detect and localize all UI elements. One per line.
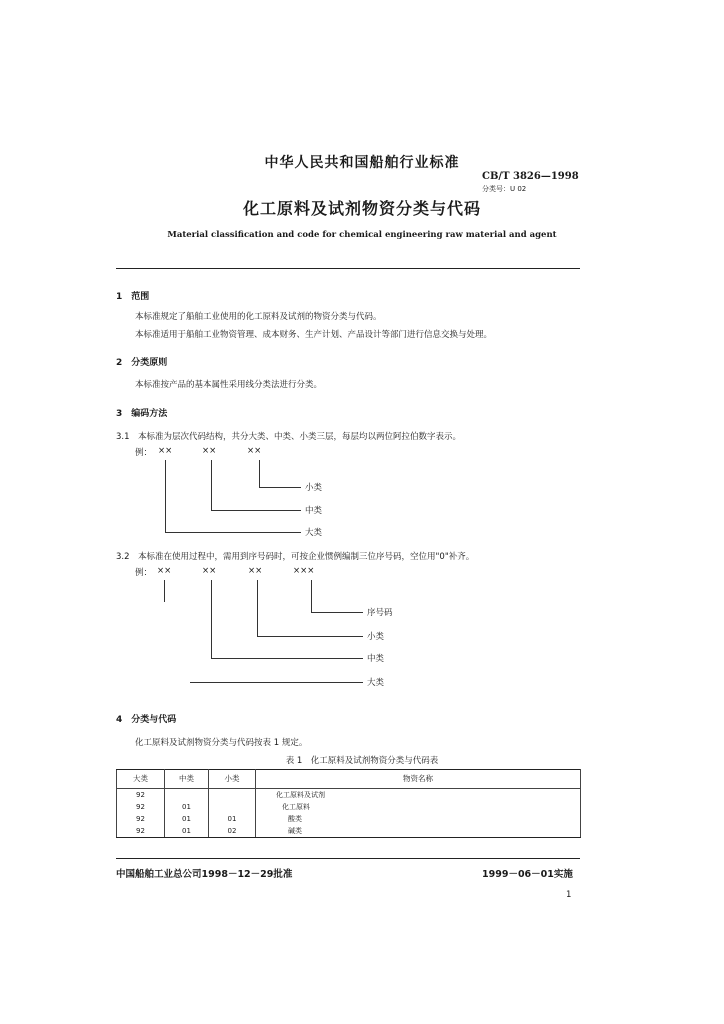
cell-major-class: 92	[117, 825, 165, 838]
header-divider	[116, 268, 580, 269]
cell-minor-class	[209, 801, 256, 813]
footer-divider	[116, 858, 580, 859]
code-minor: ××	[248, 566, 263, 576]
label-medium: 中类	[305, 506, 323, 516]
classification-code: 分类号：U 02	[482, 185, 527, 193]
clause-3-1: 3.1 本标准为层次代码结构，共分大类、中类、小类三层，每层均以两位阿拉伯数字表示。	[116, 432, 462, 442]
code-sequence: ×××	[293, 566, 315, 576]
cell-material-name: 碱类	[256, 825, 581, 838]
header-medium-class: 中类	[165, 770, 209, 789]
connector-sequence-h	[311, 612, 363, 613]
connector-medium-h	[211, 510, 301, 511]
cell-material-name: 化工原料及试剂	[256, 789, 581, 802]
connector-medium-h	[211, 658, 363, 659]
standard-code: CB/T 3826—1998	[482, 171, 579, 182]
document-title: 化工原料及试剂物资分类与代码	[242, 199, 481, 218]
page-number: 1	[566, 890, 572, 900]
label-sequence: 序号码	[367, 608, 393, 618]
table-caption: 表 1 化工原料及试剂物资分类与代码表	[285, 756, 439, 766]
header-minor-class: 小类	[209, 770, 256, 789]
section-4-paragraph: 化工原料及试剂物资分类与代码按表 1 规定。	[135, 738, 308, 748]
label-major: 大类	[305, 528, 323, 538]
label-major: 大类	[367, 678, 385, 688]
table-row	[117, 825, 581, 838]
cell-minor-class: 01	[209, 813, 256, 825]
connector-minor-h	[259, 487, 301, 488]
section-4-heading: 4 分类与代码	[116, 715, 177, 725]
code-medium: ××	[202, 446, 217, 456]
cell-medium-class	[165, 789, 209, 802]
example-prefix: 例：	[135, 568, 153, 578]
cell-major-class: 92	[117, 801, 165, 813]
cell-material-name: 酸类	[256, 813, 581, 825]
connector-minor	[259, 460, 260, 487]
clause-3-2: 3.2 本标准在使用过程中，需用到序号码时，可按企业惯例编制三位序号码，空位用"0"补齐。	[116, 552, 475, 562]
example-prefix: 例：	[135, 448, 153, 458]
cell-material-name: 化工原料	[256, 801, 581, 813]
section-1-paragraph-1: 本标准规定了船舶工业使用的化工原料及试剂的物资分类与代码。	[135, 312, 382, 322]
label-medium: 中类	[367, 654, 385, 664]
cell-medium-class: 01	[165, 801, 209, 813]
issuing-authority: 中华人民共和国船舶行业标准	[264, 155, 460, 171]
table-row	[117, 801, 581, 813]
connector-medium	[211, 580, 212, 658]
code-medium: ××	[202, 566, 217, 576]
cell-major-class: 92	[117, 813, 165, 825]
classification-table	[116, 769, 581, 838]
cell-minor-class: 02	[209, 825, 256, 838]
cell-medium-class: 01	[165, 813, 209, 825]
cell-major-class: 92	[117, 789, 165, 802]
section-3-heading: 3 编码方法	[116, 409, 168, 419]
section-2-paragraph: 本标准按产品的基本属性采用线分类法进行分类。	[135, 380, 323, 390]
connector-minor	[257, 580, 258, 636]
table-row	[117, 813, 581, 825]
label-minor: 小类	[305, 483, 323, 493]
connector-sequence	[311, 580, 312, 612]
connector-major-h	[165, 532, 301, 533]
cell-minor-class	[209, 789, 256, 802]
table-row	[117, 789, 581, 802]
code-major: ××	[158, 446, 173, 456]
header-material-name: 物资名称	[256, 770, 581, 789]
code-minor: ××	[247, 446, 262, 456]
connector-medium	[211, 460, 212, 510]
connector-minor-h	[257, 636, 363, 637]
implementation-date: 1999－06－01实施	[482, 869, 573, 880]
connector-major	[164, 580, 165, 602]
label-minor: 小类	[367, 632, 385, 642]
section-2-heading: 2 分类原则	[116, 358, 168, 368]
connector-major-h	[190, 682, 363, 683]
approval-date: 中国船舶工业总公司1998－12－29批准	[116, 869, 293, 880]
section-1-paragraph-2: 本标准适用于船舶工业物资管理、成本财务、生产计划、产品设计等部门进行信息交换与处理。	[135, 330, 493, 340]
table-header-row	[117, 770, 581, 789]
header-major-class: 大类	[117, 770, 165, 789]
cell-medium-class: 01	[165, 825, 209, 838]
section-1-heading: 1 范围	[116, 292, 150, 302]
connector-major	[165, 460, 166, 532]
document-title-english: Material classification and code for chemical engineering raw material and agent	[167, 230, 557, 240]
code-major: ××	[157, 566, 172, 576]
